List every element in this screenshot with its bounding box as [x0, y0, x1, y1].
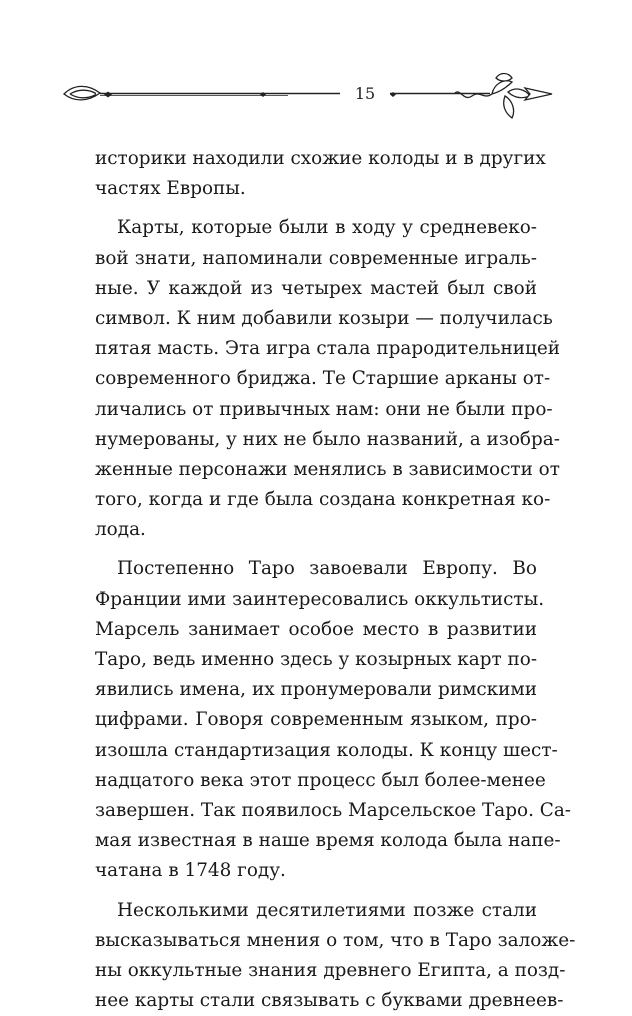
text-line: лода.	[95, 515, 537, 545]
text-line: современного бриджа. Те Старшие арканы от-	[95, 364, 537, 394]
text-line: высказываться мнения о том, что в Таро заложе-	[95, 926, 537, 956]
text-line: мая известная в наше время колода была напе-	[95, 826, 537, 856]
ornament-arrow-icon	[60, 66, 560, 126]
text-line: частях Европы.	[95, 174, 537, 204]
text-line: нее карты стали связывать с буквами древнеев-	[95, 986, 537, 1016]
text-line: чатана в 1748 году.	[95, 856, 537, 886]
text-line: Франции ими заинтересовались оккультисты.	[95, 585, 537, 615]
text-line: женные персонажи менялись в зависимости от	[95, 455, 537, 485]
page-number: 15	[340, 84, 390, 103]
paragraph	[95, 213, 537, 545]
text-line: ны оккультные знания древнего Египта, а позд-	[95, 956, 537, 986]
paragraph	[95, 554, 537, 886]
page-header	[60, 66, 560, 126]
text-line: вой знати, напоминали современные играль-	[95, 244, 537, 274]
text-line: Карты, которые были в ходу у средневеко-	[95, 213, 537, 243]
text-line: надцатого века этот процесс был более-менее	[95, 766, 537, 796]
text-line: Марсель занимает особое место в развитии	[95, 615, 537, 645]
text-line: ные. У каждой из четырех мастей был свой	[95, 274, 537, 304]
text-line: личались от привычных нам: они не были про-	[95, 395, 537, 425]
text-line: явились имена, их пронумеровали римскими	[95, 675, 537, 705]
text-line: завершен. Так появилось Марсельское Таро. Са-	[95, 796, 537, 826]
text-line: нумерованы, у них не было названий, а изобра-	[95, 425, 537, 455]
text-line: пятая масть. Эта игра стала прародительницей	[95, 334, 537, 364]
text-line: историки находили схожие колоды и в других	[95, 144, 537, 174]
paragraph	[95, 896, 537, 1016]
text-line: Несколькими десятилетиями позже стали	[95, 896, 537, 926]
text-line: символ. К ним добавили козыри — получилась	[95, 304, 537, 334]
text-line: Таро, ведь именно здесь у козырных карт по-	[95, 645, 537, 675]
text-line: Постепенно Таро завоевали Европу. Во	[95, 554, 537, 584]
text-line: того, когда и где была создана конкретная ко-	[95, 485, 537, 515]
text-line: цифрами. Говоря современным языком, про-	[95, 705, 537, 735]
body-text	[95, 144, 537, 1016]
text-line: изошла стандартизация колоды. К концу шест-	[95, 736, 537, 766]
paragraph	[95, 144, 537, 204]
